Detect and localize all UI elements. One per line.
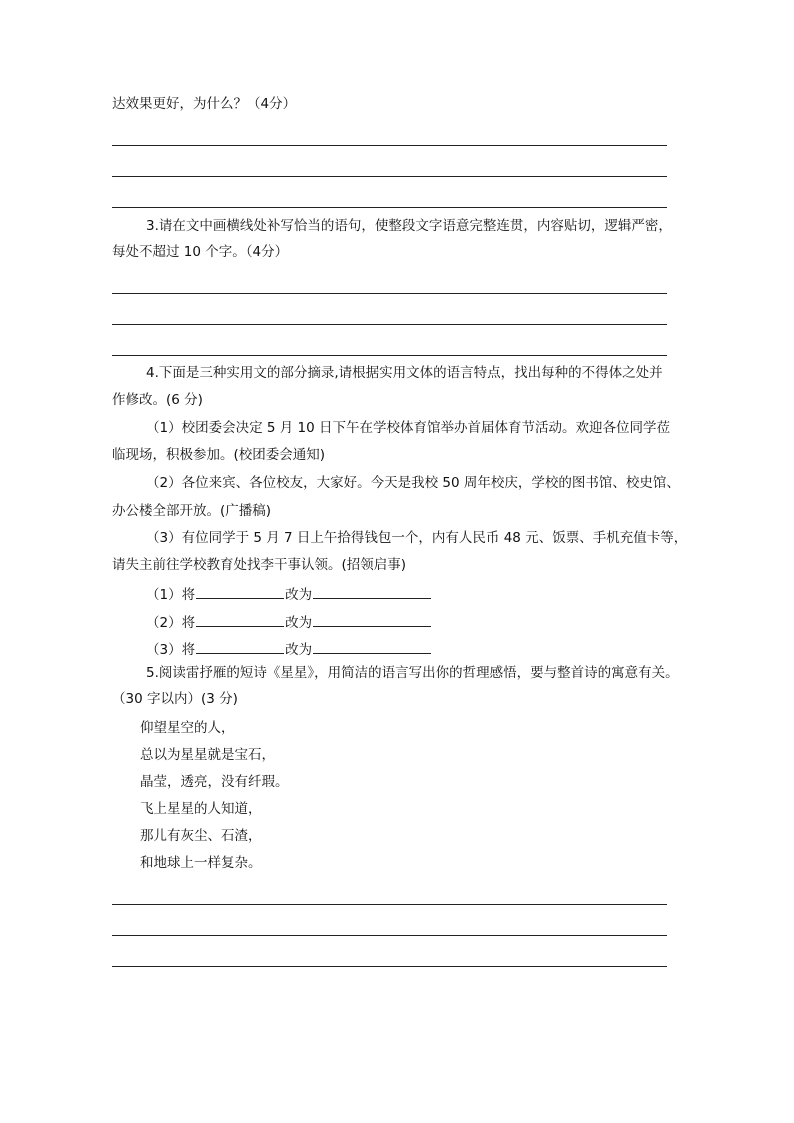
answer-label: 改为: [285, 587, 313, 603]
answer-label: （3）将: [146, 642, 196, 658]
question-3-text: 3.请在文中画横线处补写恰当的语句，使整段文字语意完整连贯，内容贴切，逻辑严密，: [146, 218, 672, 234]
poem-line: 总以为星星就是宝石，: [140, 747, 275, 763]
q4-answer-row: [146, 613, 432, 631]
fill-blank[interactable]: [196, 613, 284, 627]
answer-line[interactable]: [112, 176, 667, 177]
poem-line: 晶莹，透亮，没有纤瑕。: [140, 774, 289, 790]
fill-blank[interactable]: [313, 640, 431, 654]
answer-line[interactable]: [112, 355, 667, 356]
answer-label: （1）将: [146, 587, 196, 603]
answer-line[interactable]: [112, 966, 667, 967]
q4-excerpt-3: （3）有位同学于 5 月 7 日上午拾得钱包一个，内有人民币 48 元、饭票、手机充值卡等，: [146, 530, 688, 546]
fill-blank[interactable]: [196, 585, 284, 599]
question-4-text: 作修改。(6 分): [112, 392, 203, 408]
q4-answer-row: [146, 640, 432, 658]
answer-line[interactable]: [112, 935, 667, 936]
poem-line: 飞上星星的人知道，: [140, 801, 262, 817]
answer-line[interactable]: [112, 904, 667, 905]
q4-excerpt-2: （2）各位来宾、各位校友，大家好。今天是我校 50 周年校庆，学校的图书馆、校史馆、: [146, 475, 680, 491]
q4-excerpt-1: （1）校团委会决定 5 月 10 日下午在学校体育馆举办首届体育节活动。欢迎各位同学莅: [146, 420, 671, 436]
fill-blank[interactable]: [313, 613, 431, 627]
q4-excerpt-2: 办公楼全部开放。(广播稿): [112, 503, 272, 519]
answer-label: （2）将: [146, 615, 196, 631]
q4-excerpt-1: 临现场，积极参加。(校团委会通知): [112, 447, 326, 463]
question-5-text: 5.阅读雷抒雁的短诗《星星》，用简洁的语言写出你的哲理感悟，要与整首诗的寓意有关。: [146, 665, 679, 681]
poem-line: 那儿有灰尘、石渣，: [140, 828, 262, 844]
q4-answer-row: [146, 585, 432, 603]
answer-line[interactable]: [112, 293, 667, 294]
poem-line: 仰望星空的人，: [140, 720, 235, 736]
answer-line[interactable]: [112, 324, 667, 325]
q4-excerpt-3: 请失主前往学校教育处找李干事认领。(招领启事): [112, 557, 407, 573]
answer-line[interactable]: [112, 145, 667, 146]
question-3-text: 每处不超过 10 个字。（4分）: [112, 244, 289, 260]
answer-label: 改为: [285, 642, 313, 658]
question-2-tail: 达效果更好，为什么？（4分）: [112, 96, 297, 112]
fill-blank[interactable]: [313, 585, 431, 599]
question-4-text: 4.下面是三种实用文的部分摘录,请根据实用文体的语言特点，找出每种的不得体之处并: [146, 365, 663, 381]
question-5-text: （30 字以内）(3 分): [112, 691, 238, 707]
fill-blank[interactable]: [196, 640, 284, 654]
poem-line: 和地球上一样复杂。: [140, 855, 262, 871]
answer-line[interactable]: [112, 207, 667, 208]
answer-label: 改为: [285, 615, 313, 631]
